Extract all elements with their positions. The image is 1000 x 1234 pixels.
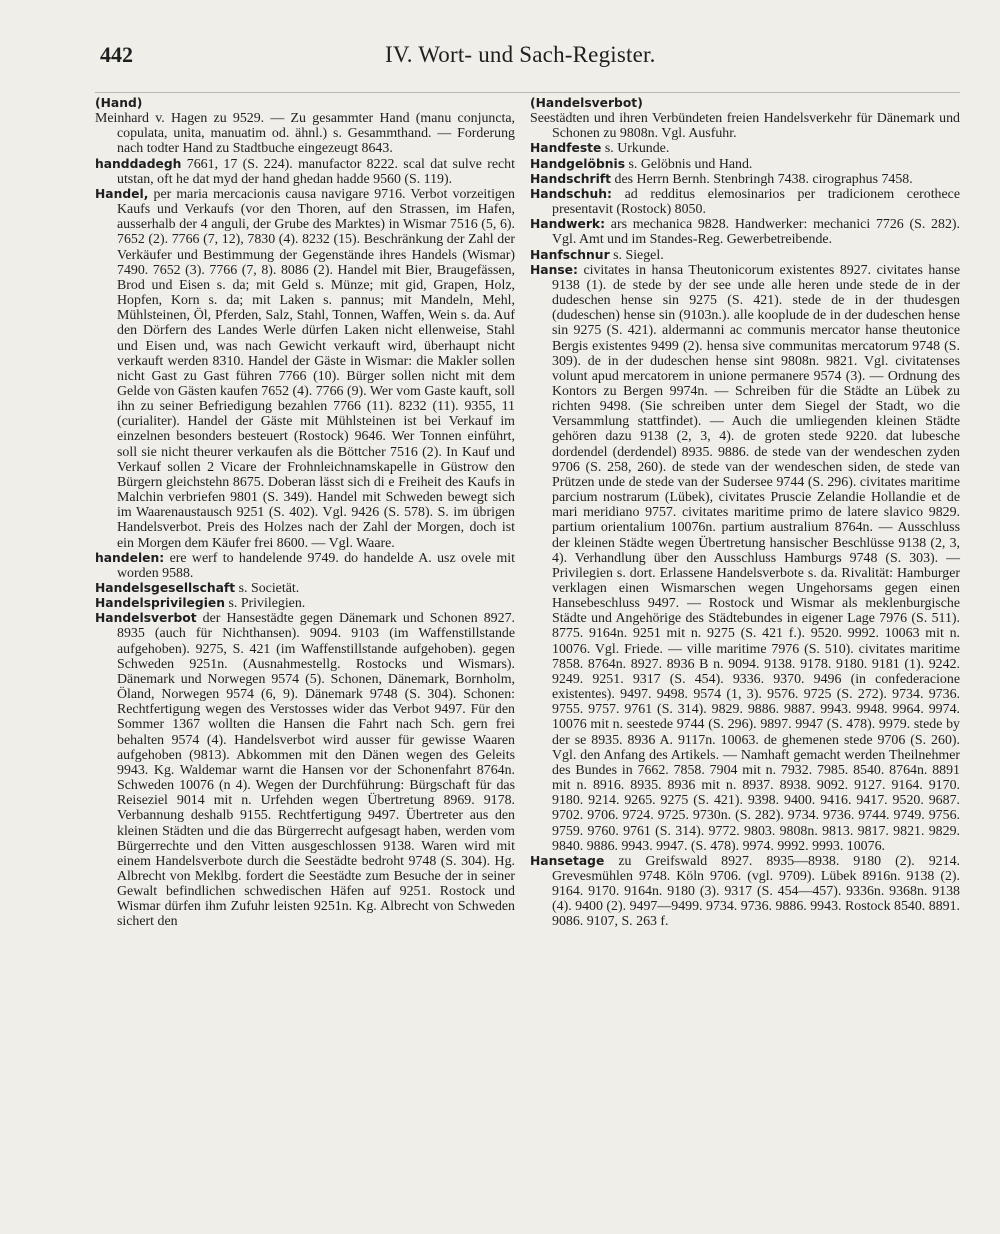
left-column xyxy=(95,96,515,930)
register-entry xyxy=(95,96,515,111)
entry-text: per maria mercacionis causa navigare 9716. Verbot vorzeitigen Kaufs und Verkaufs (vor den Thoren, auf den Strassen, im Hafen, ausserhalb der 4 anguli, der Grube des Marktes) in Wismar 7516 (5, 6). 7652 (2). 7766 (7, 12), 7830 (4). 8232 (15). Beschränkung der Zahl der Verkäufer und Bestimmung der Gegenstände ihres Handels (Wismar) 7490. 7652 (3). 7766 (7, 8). 8086 (2). Handel mit Bier, Braugefässen, Brod und Eisen s. da; mit Geld s. Münze; mit gid, Grapen, Holz, Hopfen, Korn s. da; mit Laken s. pannus; mit Mandeln, Mehl, Mühlsteinen, Öl, Pferden, Salz, Stahl, Tonnen, Waffen, Wein s. da. Auf den Dörfern des Landes Werle dürfen Laken nicht ellenweise, Stahl und Eisen und, was nach Gewicht verkauft wird, überhaupt nicht verkauft werden 8310. Handel der Gäste in Wismar: die Makler sollen nicht Gast zu Gast führen 7766 (10). Bürger sollen nicht mit dem Gelde von Gästen kaufen 7652 (4). 7766 (9). Wer vom Gaste kauft, soll ihn zu seiner Befriedigung bezahlen 7766 (11). 8232 (11). 9355, 11 (curialiter). Handel der Gäste mit Mühlsteinen ist bei Verkauf im einzelnen besonders besteuert (Rostock) 9646. Wer Tonnen einführt, soll sie nicht theurer verkaufen als die Böttcher 7516 (2). In Kauf und Verkauf sollen 2 Vicare der Frohnleichnamskapelle in Güstrow den Bürgern gleichstehn 8675. Doberan lässt sich di e Freiheit des Kaufs in Malchin verbriefen 9801 (S. 349). Handel mit Schweden bewegt sich im Waarenaustausch 9251 (S. 402). Vgl. 9426 (S. 578). S. im übrigen Handelsverbot. Preis des Holzes nach der Zahl der Morgen, doch ist ein Morgen dem Käufer frei 8600. — Vgl. Waare. xyxy=(117,186,515,551)
page-header xyxy=(100,42,960,82)
entry-headword: Hanfschnur xyxy=(530,247,610,262)
entry-headword: Handel, xyxy=(95,186,149,201)
entry-headword: Handschrift xyxy=(530,171,612,186)
entry-text: ars mechanica 9828. Handwerker: mechanici 7726 (S. 282). Vgl. Amt und im Standes-Reg. Gewerbetreibende. xyxy=(552,217,960,248)
register-entry xyxy=(530,263,960,854)
register-entry xyxy=(530,854,960,930)
register-entry xyxy=(530,217,960,247)
entry-text: zu Greifswald 8927. 8935—8938. 9180 (2). 9214. Grevesmühlen 9748. Köln 9706. (vgl. 9709). Lübek 8916n. 9138 (2). 9164. 9170. 9164n. 9180 (3). 9317 (S. 454—457). 9336n. 9368n. 9138 (4). 9400 (2). 9497—9499. 9734. 9736. 9886. 9943. Rostock 8540. 8891. 9086. 9107, S. 263 f. xyxy=(552,853,960,930)
entry-headword: Handschuh: xyxy=(530,186,612,201)
entry-text: s. Urkunde. xyxy=(604,141,670,157)
entry-text: s. Gelöbnis und Hand. xyxy=(628,156,753,172)
entry-headword: Handelsgesellschaft xyxy=(95,581,236,595)
header-rule xyxy=(95,92,960,93)
entry-headword: Handelsverbot xyxy=(95,611,197,626)
register-entry xyxy=(530,111,960,141)
entry-headword: Hanse: xyxy=(530,262,578,277)
entry-headword: Handelsprivilegien xyxy=(95,596,225,611)
register-entry xyxy=(95,157,515,187)
entry-headword: Handwerk: xyxy=(530,217,606,232)
entry-headword: Handgelöbnis xyxy=(530,156,626,171)
entry-text: s. Privilegien. xyxy=(228,596,306,612)
register-entry xyxy=(530,157,960,172)
entry-headword: Handfeste xyxy=(530,141,602,156)
register-entry xyxy=(95,596,515,611)
register-entry xyxy=(530,187,960,217)
entry-headword: (Handelsverbot) xyxy=(530,96,643,110)
register-entry xyxy=(95,551,515,581)
register-entry xyxy=(530,96,960,111)
entry-headword: Hansetage xyxy=(530,853,605,868)
entry-text: civitates in hansa Theutonicorum existentes 8927. civitates hanse 9138 (1). de stede by der see unde alle heren unde stede de in der dudeschen hense sin 9275 (S. 421). stede de in der thudesgen (dudeschen) hense sin (9103n.). alle kooplude de in der dudeschen hense sin 9275 (S. 421). aldermanni ac communis mercator hanse theutonice Bergis existentes 9499 (2). hensa sive communitas mercatorum 9748 (S. 309). de in der dudeschen hense sint 9808n. 9821. Vgl. civitatenses volunt apud mercatorem in unione permanere 9574 (3). — Ordnung des Kontors zu Bergen 9974n. — Schreiben für die Städte an Lübek zu richten 9498. (Sie schreiben unter dem Siegel der Stadt, wo die Versammlung stattfindet). — Auch die umliegenden kleinen Städte gehören dazu 9138 (2, 3, 4). de groten stede 9220. dat lubesche dordendel (derdendel) 8935. 9886. de stede van der wendeschen zyden 9706 (S. 258, 260). de stede van der wendeschen siden, de stede van Prützen unde de stede van der Sudersee 9744 (S. 296). civitates maritime parcium nostrarum (Lübek), civitates Pruscie Zelandie Hollandie et de mari meridiano 9757. civitates maritime primo de latere slavico 9829. partium orientalium 10076n. partium australium 8764n. — Ausschluss der kleinen Städte wegen Übertretung hansischer Beschlüsse 9138 (2, 3, 4). Verhandlung über den Ausschluss Hamburgs 9748 (S. 303). — Privilegien s. dort. Erlassene Handelsverbote s. da. Rivalität: Hamburger verklagen einen Wismarschen wegen Ungehorsams gegen einen Hansebeschluss 9497. — Rostock und Wismar als meklenburgische Städte und Angehörige des Städtebundes in eigener Lage 7976 (S. 511). 8775. 9164n. 9251 mit n. 9275 (S. 421 f.). 9520. 9992. 10063 mit n. 10076. Vgl. Friede. — ville maritime 7976 (S. 510). civitates maritime 7858. 8764n. 8927. 8936 B n. 9094. 9138. 9178. 9180. 9181 (1). 9242. 9249. 9251. 9317 (S. 454). 9336. 9370. 9496 (in confederacione existentes). 9497. 9498. 9574 (1, 3). 9576. 9725 (S. 272). 9734. 9736. 9755. 9757. 9761 (S. 314). 9829. 9886. 9887. 9943. 9948. 9964. 9974. 10076 mit n. seestede 9744 (S. 296). 9897. 9947 (S. 478). 9979. stede by der se 8935. 8936 A. 9117n. 10063. de ghemenen stede 9706 (S. 260). Vgl. den Anfang des Artikels. — Namhaft gemacht werden Theilnehmer des Bundes in 7662. 7858. 7904 mit n. 7932. 7985. 8540. 8764n. 8891 mit n. 8916. 8935. 8936 mit n. 8937. 8938. 9092. 9127. 9164. 9170. 9180. 9214. 9265. 9275 (S. 421). 9398. 9400. 9416. 9417. 9520. 9687. 9702. 9706. 9724. 9725. 9730n. (S. 282). 9734. 9736. 9744. 9749. 9756. 9759. 9760. 9761 (S. 314). 9772. 9803. 9808n. 9813. 9817. 9821. 9829. 9840. 9886. 9943. 9947. (S. 478). 9974. 9992. 9993. 10076. xyxy=(552,262,960,854)
entry-text: s. Societät. xyxy=(238,581,300,596)
entry-headword: handelen: xyxy=(95,550,165,565)
entry-text: des Herrn Bernh. Stenbringh 7438. cirographus 7458. xyxy=(614,171,913,187)
entry-text: ad redditus elemosinarios per tradicionem cerothece presentavit (Rostock) 8050. xyxy=(552,186,961,218)
entry-text: Meinhard v. Hagen zu 9529. — Zu gesammter Hand (manu conjuncta, copulata, unita, manuatim od. ähnl.) s. Gesammthand. — Forderung nach todter Hand zu Stadtbuche eingezeugt 8643. xyxy=(95,111,515,157)
register-entry xyxy=(530,172,960,187)
register-entry xyxy=(95,581,515,596)
page-number: 442 xyxy=(100,42,133,67)
entry-text: der Hansestädte gegen Dänemark und Schonen 8927. 8935 (auch für Nichthansen). 9094. 9103 (im Waffenstillstande aufgehoben). 9275, S. 421 (im Waffenstillstande aufgehoben). gegen Schweden 9251n. (Ausnahmestellg. Rostocks und Wismars). Dänemark und Norwegen 9574 (5). Schonen, Dänemark, Bornholm, Öland, Norwegen 9574 (6, 9). Dänemark 9748 (S. 304). Schonen: Rechtfertigung wegen des Verstosses wider das Verbot 9497. Für den Sommer 1367 wollten die Hansen die Fahrt nach Sch. gern frei behalten 9574 (4). Handelsverbot wird ausser für gewisse Waaren aufgehoben (9813). Abkommen mit den Dänen wegen des Geleits 9943. Kg. Waldemar warnt die Hansen vor der Schonenfahrt 8764n. Schweden 10076 (n 4). Wegen der Durchführung: Bürgschaft für das Reiseziel 9014 mit n. Urfehden wegen Übertretung 8969. 9178. Verbannung deshalb 9155. Rechtfertigung 9497. Übertreter aus den kleinen Städten und die das Bürgerrecht aufgesagt haben, werden vom Bürgerrechte und den Vitten ausgeschlossen 9138. Waren wird mit einem Handelsverbote durch die Seestädte bedroht 9748 (S. 304). Hg. Albrecht von Meklbg. fordert die Seestädte zum Besuche der in seiner Gewalt befindlichen schwedischen Häfen auf 9251. Rostock und Wismar dürfen ihm Zufuhr leisten 9251n. Kg. Albrecht von Schweden sichert den xyxy=(117,611,515,930)
register-entry xyxy=(530,248,960,263)
right-column xyxy=(530,96,960,930)
register-entry xyxy=(95,187,515,551)
register-entry xyxy=(95,611,515,929)
entry-text: ere werf to handelende 9749. do handelde A. usz ovele mit worden 9588. xyxy=(117,550,515,581)
register-entry xyxy=(95,111,515,156)
register-entry xyxy=(530,141,960,156)
running-title: IV. Wort- und Sach-Register. xyxy=(385,42,656,67)
entry-text: s. Siegel. xyxy=(613,247,664,263)
entry-text: Seestädten und ihren Verbündeten freien Handelsverkehr für Dänemark und Schonen zu 9808n. Vgl. Ausfuhr. xyxy=(530,111,960,142)
entry-text: 7661, 17 (S. 224). manufactor 8222. scal dat sulve recht utstan, oft he dat myd der hand ghedan hadde 9560 (S. 119). xyxy=(117,156,515,187)
entry-headword: handdadegh xyxy=(95,156,182,171)
entry-headword: (Hand) xyxy=(95,96,143,110)
